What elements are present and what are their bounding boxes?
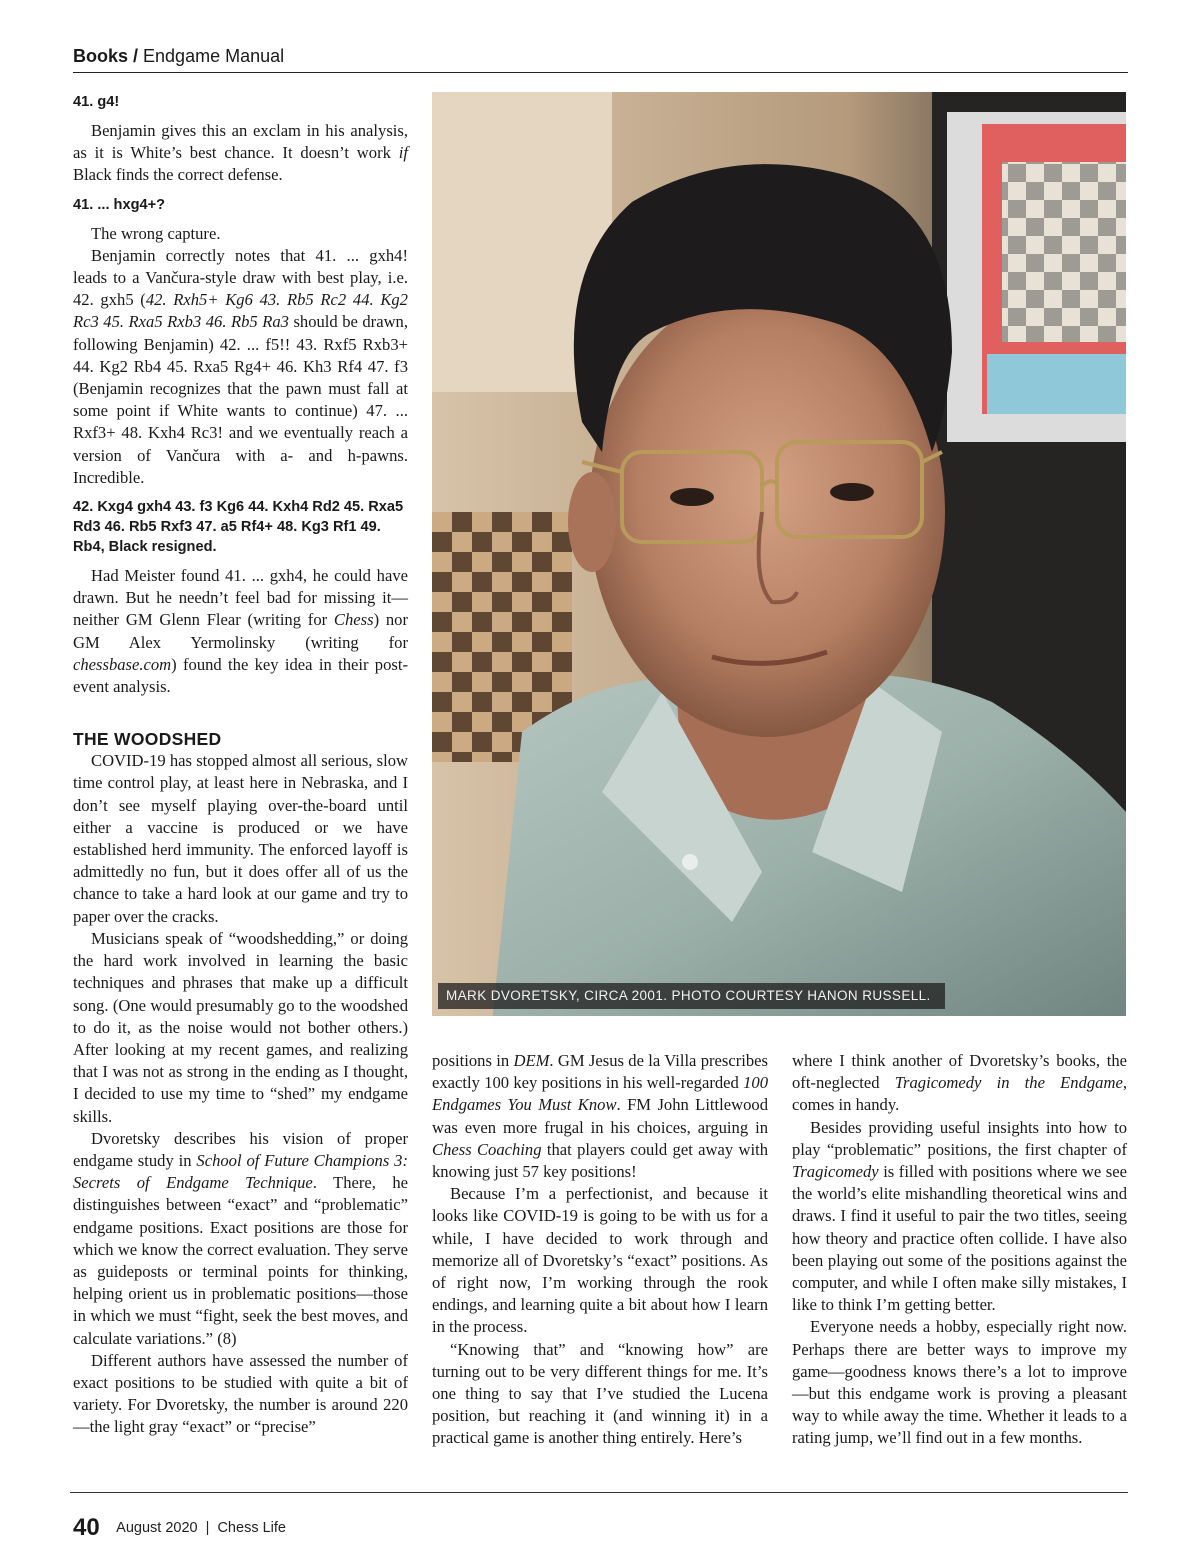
header-title: Endgame Manual (143, 46, 285, 66)
paragraph: Dvoretsky describes his vision of proper endgame study in School of Future Champions 3: Secrets of Endgame Technique. There, he distinguishes between “exact” and “problematic” endgame positions. Exact positions are those for which we know the correct evaluation. They serve as guideposts or terminal points for thinking, helping orient us in problematic positions—those in which we must “fight, seek the best moves, and calculate variations.” (8) (73, 1128, 408, 1348)
running-header (73, 46, 1128, 73)
paragraph: Benjamin gives this an exclam in his analysis, as it is White’s best chance. It doesn’t work if Black finds the correct defense. (73, 121, 408, 185)
paragraph: Musicians speak of “woodshedding,” or doing the hard work involved in learning the basic techniques and phrases that make up a difficult song. (One would presumably go to the woodshed to do it, as the noise would not bother others.) After looking at my recent games, and realizing that I was not as strong in the ending as I thought, I decided to use my time to “shed” my endgame skills. (73, 928, 408, 1126)
paragraph: Had Meister found 41. ... gxh4, he could have drawn. But he needn’t feel bad for missing it—neither GM Glenn Flear (writing for Chess) nor GM Alex Yermolinsky (writing for chessbase.com) found the key idea in their post-event analysis. (73, 566, 408, 697)
paragraph: positions in DEM. GM Jesus de la Villa prescribes exactly 100 key positions in his well-regarded 100 Endgames You Must Know. FM John Littlewood was even more frugal in his choices, arguing in Chess Coaching that players could get away with knowing just 57 key positions! (432, 1051, 768, 1182)
paragraph: Benjamin correctly notes that 41. ... gxh4! leads to a Vančura-style draw with best play, i.e. 42. gxh5 (42. Rxh5+ Kg6 43. Rb5 Rc2 44. Kg2 Rc3 45. Rxa5 Rxb3 46. Rb5 Ra3 should be drawn, following Benjamin) 42. ... f5!! 43. Rxf5 Rxb3+ 44. Kg2 Rb4 45. Rxa5 Rg4+ 46. Kh3 Rf4 47. f3 (Benjamin recognizes that the pawn must fall at some point if White wants to continue) 47. ... Rxf3+ 48. Kxh4 Rc3! and we eventually reach a version of Vančura with a- and h-pawns. Incredible. (73, 245, 408, 487)
move-41-g4: 41. g4! (73, 94, 120, 110)
paragraph: Because I’m a perfectionist, and because it looks like COVID-19 is going to be with us for a while, I have decided to work through and memorize all of Dvoretsky’s “exact” positions. As of right now, I’m working through the rook endings, and learning quite a bit about how I learn in the process. (432, 1184, 768, 1337)
column-2 (432, 1050, 768, 1450)
paragraph: Besides providing useful insights into how to play “problematic” positions, the first chapter of Tragicomedy is filled with positions where we see the world’s elite mishandling theoretical wins and draws. I find it useful to pair the two titles, seeing how theory and practice often collide. I have also been playing out some of the positions against the computer, and while I often make silly mistakes, I like to think I’m getting better. (792, 1117, 1127, 1315)
paragraph: where I think another of Dvoretsky’s books, the oft-neglected Tragicomedy in the Endgame, comes in handy. (792, 1051, 1127, 1115)
page-number: 40 (73, 1514, 100, 1541)
move-41-hxg4: 41. ... hxg4+? (73, 196, 166, 213)
paragraph: Everyone needs a hobby, especially right now. Perhaps there are better ways to improve my game—goodness knows there’s a lot to improve—but this endgame work is proving a pleasant way to while away the time. Whether it leads to a rating jump, we’ll find out in a few months. (792, 1317, 1127, 1448)
paragraph: “Knowing that” and “knowing how” are turning out to be very different things for me. It’s one thing to say that I’ve studied the Lucena position, but reaching it (and winning it) in a practical game is another thing entirely. Here’s (432, 1339, 768, 1448)
footer-publication: August 2020 | Chess Life (116, 1520, 286, 1536)
paragraph: Different authors have assessed the number of exact positions to be studied with quite a bit of variety. For Dvoretsky, the number is around 220—the light gray “exact” or “precise” (73, 1350, 408, 1437)
paragraph: COVID-19 has stopped almost all serious, slow time control play, at least here in Nebraska, and I don’t see myself playing over-the-board until either a vaccine is produced or we have established herd immunity. The enforced layoff is admittedly no fun, but it does offer all of us the chance to take a hard look at our game and try to paper over the cracks. (73, 751, 408, 926)
photo-caption: MARK DVORETSKY, CIRCA 2001. PHOTO COURTESY HANON RUSSELL. (438, 983, 945, 1009)
section-heading-woodshed: THE WOODSHED (73, 729, 222, 750)
column-3 (792, 1050, 1127, 1450)
page-footer (73, 1514, 286, 1542)
paragraph: The wrong capture. (91, 223, 221, 243)
header-section: Books / (73, 46, 139, 66)
footer-divider (70, 1492, 1128, 1493)
move-sequence-42-49: 42. Kxg4 gxh4 43. f3 Kg6 44. Kxh4 Rd2 45. Rxa5 Rd3 46. Rb5 Rxf3 47. a5 Rf4+ 48. Kg3 Rf1 49. Rb4, Black resigned. (73, 499, 404, 556)
portrait-illustration (432, 92, 1126, 1016)
portrait-photo (432, 92, 1126, 1016)
column-1 (73, 92, 408, 1439)
